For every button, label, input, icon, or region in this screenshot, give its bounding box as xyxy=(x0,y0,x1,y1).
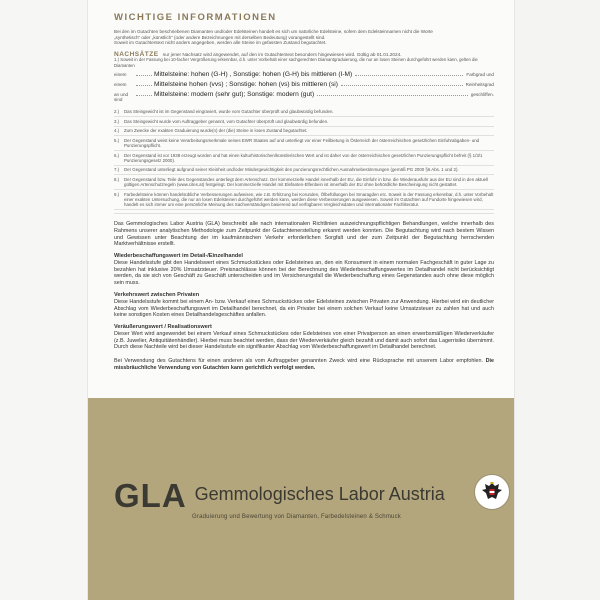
page-margin xyxy=(0,0,88,600)
brand-name: Gemmologisches Labor Austria xyxy=(194,484,445,504)
intro-line-3: Soweit im Gutachtentext nicht anders angegeben, werden alle Steine im gefassten Zustand begutachtet. xyxy=(114,40,327,46)
grading-row-value: Mittelsteine hohen (vvs) ; Sonstige: hohen (vs) bis mittleren (si) xyxy=(154,80,338,88)
list-item: 2.) Das Steingewicht ist im Gegenstand eingraviert, wurde vom Gutachter überprüft und glaubwürdig befunden. xyxy=(114,108,494,117)
austrian-eagle-seal-icon xyxy=(474,474,510,510)
closing-paragraph xyxy=(114,358,494,371)
notes-list xyxy=(114,108,494,214)
nachsaetze-text: nur jener Nachsatz wird angewendet, auf den im Gutachtentext besonders hingewiesen wird. Gültig ab 01.01.2024. xyxy=(162,51,402,57)
list-item: 8.) Der Gegenstand bzw. Teile des Gegenstandes unterliegt dem Artenschutz. Der kommerzielle Handel innerhalb der EU, die Einfuhr in bzw. die Wiederausfuhr aus der EU sind in den aktuell gültigen Artenschutzregeln (www.cites.at) festgelegt. Der kommerzielle Handel mit Elefanten-Elfenbein ist innerhalb der EU ohne behördliche Bescheinigung nicht gestattet. xyxy=(114,175,494,190)
dotted-line xyxy=(341,85,463,86)
grading-row-prefix: einem xyxy=(114,71,127,77)
grading-row-suffix: Farbgrad und xyxy=(466,71,494,77)
list-item: 6.) Der Gegenstand ist vor 1938 erzeugt worden und hat einen kulturhistorischen/künstlerischen Wert und ist daher von der österreichischen gesetzlichen Punzierungspflicht befreit (§ 1/3/1 Punzierungsgesetz 2000). xyxy=(114,151,494,166)
list-item xyxy=(114,210,494,214)
list-item: 4.) Zum Zwecke der exakten Graduierung wurde(n) der (die) Steine in losen Zustand begutachtet. xyxy=(114,127,494,136)
grading-row-color xyxy=(114,71,494,78)
closing-warning: Die missbräuchliche Verwendung von Gutachten kann gerichtlich verfolgt werden. xyxy=(114,358,494,371)
grading-row-cut xyxy=(114,91,494,102)
brand-logo-row xyxy=(114,477,504,514)
brand-short: GLA xyxy=(114,477,187,514)
grading-row-clarity xyxy=(114,81,494,88)
dotted-line xyxy=(136,75,152,76)
document-content xyxy=(114,12,494,372)
grading-row-prefix: einem xyxy=(114,81,127,87)
list-item: 7.) Der Gegenstand unterliegt aufgrund seiner Kleinheit und/oder Mindergewichtigkeit den punzierungsrechtlichen Ausnahmebestimmungen (gemäß PG 2000 §6 Abs. 1 und 2). xyxy=(114,166,494,175)
grading-row-value: Mittelsteine: modern (sehr gut); Sonstige: modern (gut) xyxy=(154,90,315,98)
dotted-line xyxy=(355,75,463,76)
brand-band xyxy=(88,398,514,600)
intro-line-2: „synthetisch“ oder „künstlich“ (oder andere Bezeichnungen mit derselben Bedeutung) vorangestellt sind. xyxy=(114,34,326,40)
grading-row-prefix: an und sind xyxy=(114,91,129,102)
main-paragraph: Das Gemmologisches Labor Austria (GLA) beschreibt alle nach internationalen Richtlinien auszeichnungspflichtigen Behandlungen, welche innerhalb des Rahmens unserer analytischen Methodologie zum Zeitpunkt der Gutachtenerstellung erkannt werden konnten. Die Begutachtung wird nach bestem Wissen und Gewissen unter Beachtung der im kaufmännischen Verkehr erforderlichen Sorgfalt und der zum Zeitpunkt der Begutachtung herrschenden Marktverhältnisse erstellt. xyxy=(114,221,494,248)
grading-row-suffix: Reinheitsgrad xyxy=(465,81,494,87)
section-heading: Wiederbeschaffungswert im Detail-/Einzelhandel xyxy=(114,253,243,260)
dotted-line xyxy=(317,95,468,96)
brand-tagline: Graduierung und Bewertung von Diamanten, Farbedelsteinen & Schmuck xyxy=(192,514,401,520)
page-title: WICHTIGE INFORMATIONEN xyxy=(114,12,277,23)
grading-row-value: Mittelsteine: hohen (G-H) , Sonstige: hohen (G-H) bis mittleren (I-M) xyxy=(154,70,353,78)
grading-row-suffix: geschliffen. xyxy=(470,91,494,97)
nachsatz-1-intro: 1.) Soweit in der Fassung bei 10-facher Vergrößerung erkennbar, d.h. unter Vorbehalt einer sachgerechten Diamantgraduierung, die nur an losen Steinen durchgeführt werden kann, gelten die Diamanten xyxy=(114,57,478,68)
section-heading: Veräußerungswert / Realisationswert xyxy=(114,323,212,330)
section-text: Diese Handelsstufe kommt bei einem An- bzw. Verkauf eines Schmuckstückes oder Edelsteines zwischen Privaten zur Anwendung. Hierbei wird ein deutlicher Abschlag vom Wiederbeschaffungswert im Detailhandel berechnet, da ein Privater bei einem solchen Verkauf keine Umsatzsteuer zu zahlen hat und auch keine sonstigen Kosten eines Detailhandelsgeschäftes anfallen. xyxy=(114,298,494,319)
list-item: 9.) Farbedelsteine können handelsübliche Verbesserungen aufweisen, wie z.B. Erhitzung bei Korunden, Ölbefüllungen bei Smaragden etc. Soweit in der Fassung erkennbar, d.h. unter Vorbehalt einer exakten Untersuchung, die nur an losen Edelsteinen durchgeführt werden kann, werden diese Verbesserungen ausgewiesen. Soweit im Gutachten auf Fundorte hingewiesen wird, handelt es sich immer um eine persönliche Meinung des Sachverständigen basierend auf verfügbaren Vergleichsdaten und internationaler Fachliteratur. xyxy=(114,190,494,210)
closing-text: Bei Verwendung des Gutachtens für einen anderen als vom Auftraggeber genannten Zweck wird eine Rücksprache mit unserem Labor empfohlen. xyxy=(114,358,484,365)
brand-block xyxy=(114,477,504,520)
list-item: 5.) Der Gegenstand weist keine Verarbeitungsmerkmale seines EWR Staates auf und unterliegt vor einer Feilbietung in Österreich der österreichischen gesetzlichen Einfuhrabgaben- und Punzierungspflicht. xyxy=(114,136,494,151)
intro-line-1: Bei den im Gutachten beschriebenen Diamanten und/oder Edelsteinen handelt es sich um natürliche Edelsteine, sofern dem Edelsteinnamen nicht die Worte xyxy=(114,29,433,34)
section-heading: Verkehrswert zwischen Privaten xyxy=(114,291,200,298)
nachsaetze-label: NACHSÄTZE xyxy=(114,50,159,58)
dotted-line xyxy=(136,95,152,96)
section-text: Diese Handelsstufe gibt den Handelswert eines Schmuckstückes oder Edelsteines an, den ein Konsument in einem normalen Fachgeschäft in guter Lage zu bezahlen hat inklusive 20% Umsatzsteuer. Preisnachlässe können bei der Berechnung des Wiederbeschaffungswertes im Detailhandel nicht berücksichtigt werden, da sie sich von Geschäft zu Geschäft unterscheiden und im Versicherungsfall die Wiederbeschaffung eines Gegenstandes auch ohne diese möglich sein muss. xyxy=(114,260,494,287)
list-item: 3.) Das Steingewicht wurde vom Auftraggeber genannt, vom Gutachter überprüft und glaubwürdig befunden. xyxy=(114,117,494,126)
dotted-line xyxy=(136,85,152,86)
section-text: Dieser Wert wird angewendet bei einem Verkauf eines Schmuckstückes oder Edelsteines von einer Privatperson an einen erwerbsmäßigen Wiederverkäufer (z.B. Juwelier, Antiquitätenhändler). Hierbei muss beachtet werden, dass der Wiederverkäufer gleich bezahlt und damit auch sofort das Lagerrisiko übernimmt. Durch diese Nachteile wird bei dieser Handelsstufe ein signifikanter Abschlag vom Wiederbeschaffungswert im Detailhandel berechnet. xyxy=(114,330,494,351)
